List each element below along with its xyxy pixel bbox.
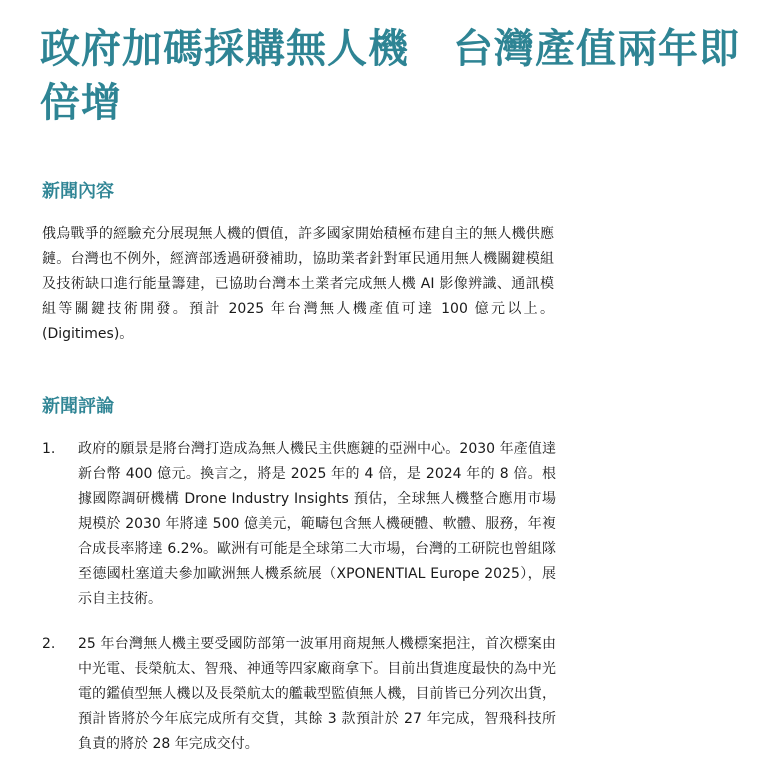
section-heading-news: 新聞內容 <box>42 181 114 202</box>
news-paragraph: 俄烏戰爭的經驗充分展現無人機的價值，許多國家開始積極布建自主的無人機供應鏈。台灣也不例外，經濟部透過研發補助，協助業者針對軍民通用無人機關鍵模組及技術缺口進行能量籌建，已協助台灣本土業者完成無人機 AI 影像辨識、通訊模組等關鍵技術開發。預計 2025 年台灣無人機產值可達 100 億元以上。(Digitimes)。 <box>42 226 554 342</box>
title-part-2: 台灣產值兩年即倍增 <box>40 26 740 126</box>
list-item-number: 1. <box>42 441 56 457</box>
article-title <box>40 22 750 130</box>
title-part-1: 政府加碼採購無人機 <box>40 26 409 72</box>
list-item <box>42 632 556 757</box>
list-item-text: 25 年台灣無人機主要受國防部第一波軍用商規無人機標案挹注，首次標案由中光電、長榮航太、智飛、神通等四家廠商拿下。目前出貨進度最快的為中光電的鑑偵型無人機以及長榮航太的艦載型監偵無人機，目前皆已分列次出貨，預計皆將於今年底完成所有交貨，其餘 3 款預計於 27 年完成，智飛科技所負責的將於 28 年完成交付。 <box>78 636 556 752</box>
list-item-number: 2. <box>42 636 56 652</box>
list-item <box>42 437 556 612</box>
section-heading-comment: 新聞評論 <box>42 396 114 417</box>
list-item-text: 政府的願景是將台灣打造成為無人機民主供應鏈的亞洲中心。2030 年產值達新台幣 400 億元。換言之，將是 2025 年的 4 倍，是 2024 年的 8 倍。根據國際調研機構 Drone Industry Insights 預估，全球無人機整合應用市場規模於 2030 年將達 500 億美元，範疇包含無人機硬體、軟體、服務，年複合成長率將達 6.2%。歐洲有可能是全球第二大市場，台灣的工研院也曾組隊至德國杜塞道夫參加歐洲無人機系統展（XPONENTIAL Europe 2025），展示自主技術。 <box>78 441 556 607</box>
